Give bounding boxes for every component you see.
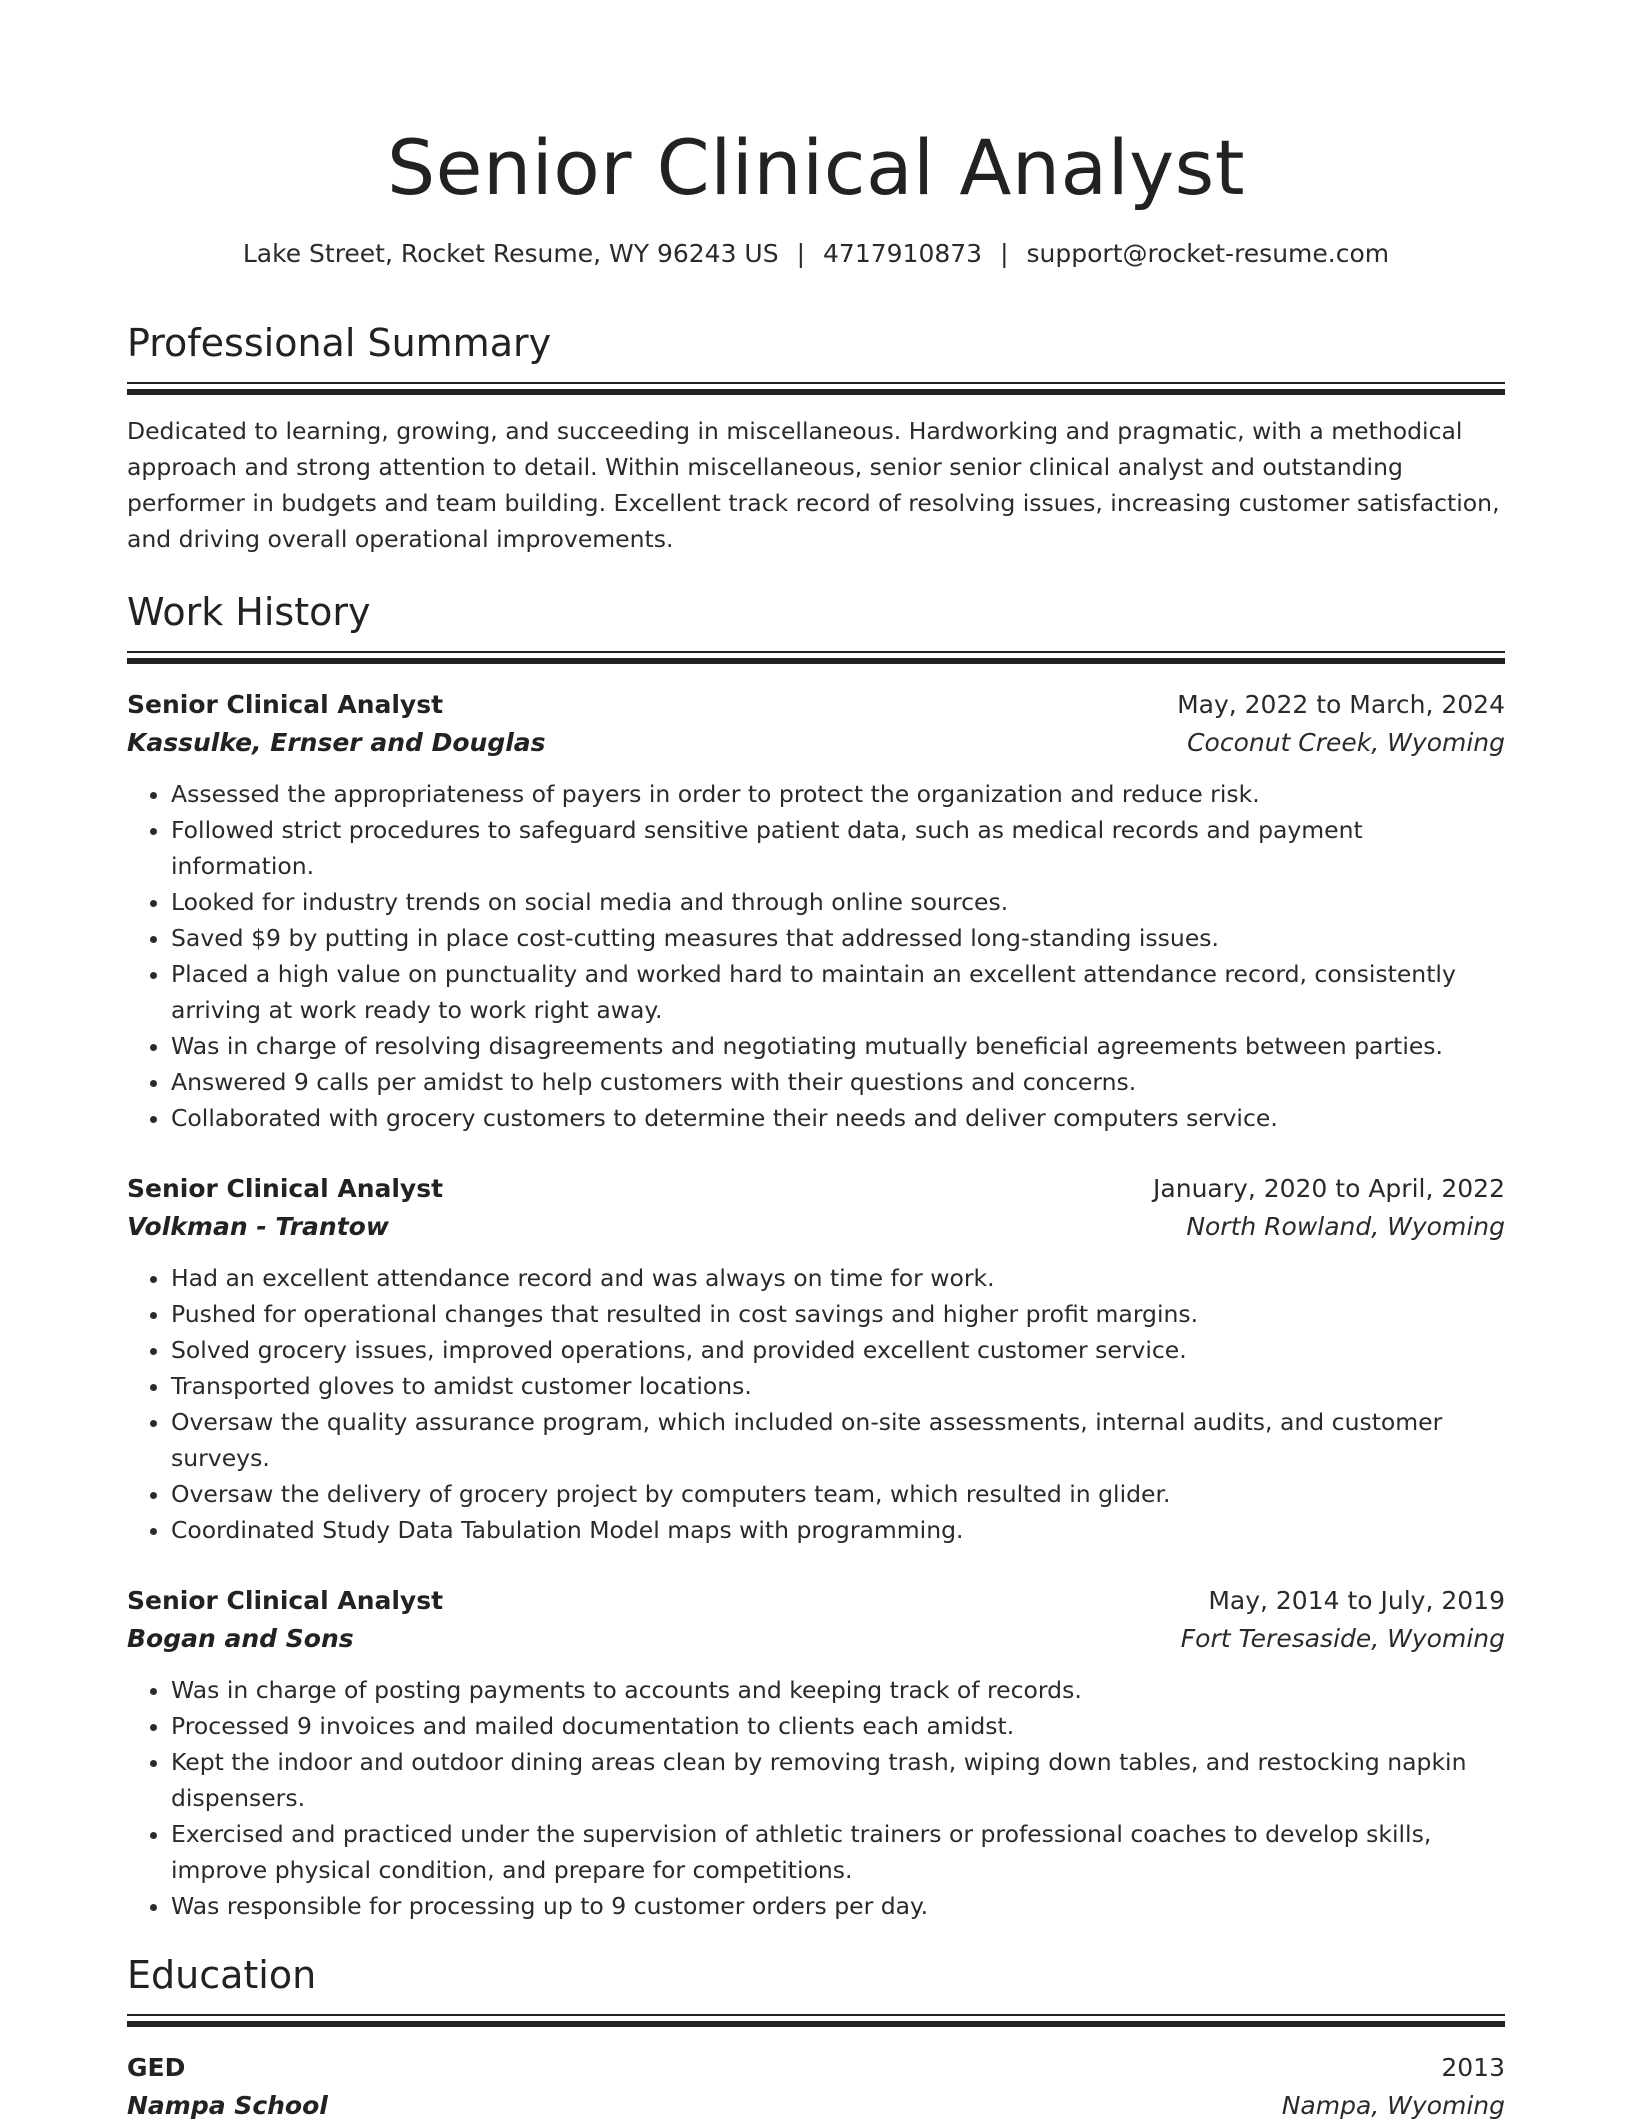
job-bullet: • Kept the indoor and outdoor dining areas clean by removing trash, wiping down tables, and restocking napkin dispensers. <box>171 1744 1505 1816</box>
education-subheader <box>127 2087 1505 2125</box>
job-location: Fort Teresaside, Wyoming <box>1180 1624 1505 1653</box>
education-degree: GED <box>127 2053 186 2082</box>
education-location: Nampa, Wyoming <box>1281 2091 1505 2120</box>
job-bullet: • Was responsible for processing up to 9 customer orders per day. <box>171 1888 1505 1924</box>
section-rule <box>127 2014 1505 2016</box>
education-header <box>127 2049 1505 2087</box>
section-rule <box>127 651 1505 653</box>
job-title: Senior Clinical Analyst <box>127 690 444 719</box>
work-history-section <box>127 587 1505 1924</box>
job-bullet: • Was in charge of posting payments to accounts and keeping track of records. <box>171 1672 1505 1708</box>
job-title: Senior Clinical Analyst <box>127 1174 444 1203</box>
job-header <box>127 1170 1505 1208</box>
job-bullet: • Oversaw the quality assurance program, which included on-site assessments, internal audits, and customer surveys. <box>171 1404 1505 1476</box>
job-subheader <box>127 1208 1505 1246</box>
job-company: Volkman - Trantow <box>127 1212 389 1241</box>
resume-title: Senior Clinical Analyst <box>386 123 1246 212</box>
education-year: 2013 <box>1441 2053 1505 2082</box>
job-bullet: • Oversaw the delivery of grocery project by computers team, which resulted in glider. <box>171 1476 1505 1512</box>
job-bullet: • Placed a high value on punctuality and worked hard to maintain an excellent attendance record, consistently arriving at work ready to work right away. <box>171 956 1505 1028</box>
job-bullet: • Was in charge of resolving disagreements and negotiating mutually beneficial agreements between parties. <box>171 1028 1505 1064</box>
contact-line <box>127 236 1505 272</box>
job-bullet: • Coordinated Study Data Tabulation Model maps with programming. <box>171 1512 1505 1548</box>
contact-separator: | <box>796 239 806 268</box>
job-bullets <box>127 776 1505 1136</box>
job-dates: January, 2020 to April, 2022 <box>1153 1174 1505 1203</box>
job-bullets <box>127 1260 1505 1548</box>
job-location: North Rowland, Wyoming <box>1186 1212 1505 1241</box>
job-bullet: • Looked for industry trends on social media and through online sources. <box>171 884 1505 920</box>
job-header <box>127 1582 1505 1620</box>
contact-separator: | <box>1000 239 1009 268</box>
job-entry <box>127 1582 1505 1924</box>
section-rule-thick <box>127 389 1505 395</box>
section-heading-summary: Professional Summary <box>127 321 552 365</box>
education-section <box>127 1950 1505 2125</box>
contact-email: support@rocket-resume.com <box>1026 239 1390 268</box>
job-title: Senior Clinical Analyst <box>127 1586 444 1615</box>
job-bullet: • Answered 9 calls per amidst to help customers with their questions and concerns. <box>171 1064 1505 1100</box>
education-school: Nampa School <box>127 2091 328 2120</box>
job-company: Bogan and Sons <box>127 1624 354 1653</box>
section-rule-thick <box>127 658 1505 664</box>
education-entry <box>127 2049 1505 2125</box>
summary-section <box>127 318 1505 557</box>
job-bullet: • Saved $9 by putting in place cost-cutting measures that addressed long-standing issues. <box>171 920 1505 956</box>
job-header <box>127 686 1505 724</box>
job-entry <box>127 686 1505 1136</box>
job-bullet: • Pushed for operational changes that resulted in cost savings and higher profit margins. <box>171 1296 1505 1332</box>
job-entry <box>127 1170 1505 1548</box>
job-bullet: • Exercised and practiced under the supervision of athletic trainers or professional coaches to develop skills, improve physical condition, and prepare for competitions. <box>171 1816 1505 1888</box>
job-bullet: • Transported gloves to amidst customer locations. <box>171 1368 1505 1404</box>
job-company: Kassulke, Ernser and Douglas <box>127 728 546 757</box>
job-dates: May, 2022 to March, 2024 <box>1177 690 1505 719</box>
contact-address: Lake Street, Rocket Resume, WY 96243 US <box>242 239 779 268</box>
job-bullet: • Assessed the appropriateness of payers in order to protect the organization and reduce risk. <box>171 776 1505 812</box>
job-dates: May, 2014 to July, 2019 <box>1208 1586 1505 1615</box>
job-bullet: • Had an excellent attendance record and was always on time for work. <box>171 1260 1505 1296</box>
job-bullets <box>127 1672 1505 1924</box>
summary-text: Dedicated to learning, growing, and succeeding in miscellaneous. Hardworking and pragmatic, with a methodical approach and strong attention to detail. Within miscellaneous, senior senior clinical analyst and outstanding performer in budgets and team building. Excellent track record of resolving issues, increasing customer satisfaction, and driving overall operational improvements. <box>127 417 1500 553</box>
job-subheader <box>127 724 1505 762</box>
job-bullet: • Processed 9 invoices and mailed documentation to clients each amidst. <box>171 1708 1505 1744</box>
contact-phone: 4717910873 <box>823 239 983 268</box>
section-heading-education: Education <box>127 1953 317 1997</box>
job-location: Coconut Creek, Wyoming <box>1187 728 1505 757</box>
job-bullet: • Followed strict procedures to safeguard sensitive patient data, such as medical records and payment information. <box>171 812 1505 884</box>
job-bullet: • Solved grocery issues, improved operations, and provided excellent customer service. <box>171 1332 1505 1368</box>
section-rule-thick <box>127 2021 1505 2027</box>
section-heading-work: Work History <box>127 590 371 634</box>
section-rule <box>127 382 1505 384</box>
job-bullet: • Collaborated with grocery customers to determine their needs and deliver computers service. <box>171 1100 1505 1136</box>
job-subheader <box>127 1620 1505 1658</box>
